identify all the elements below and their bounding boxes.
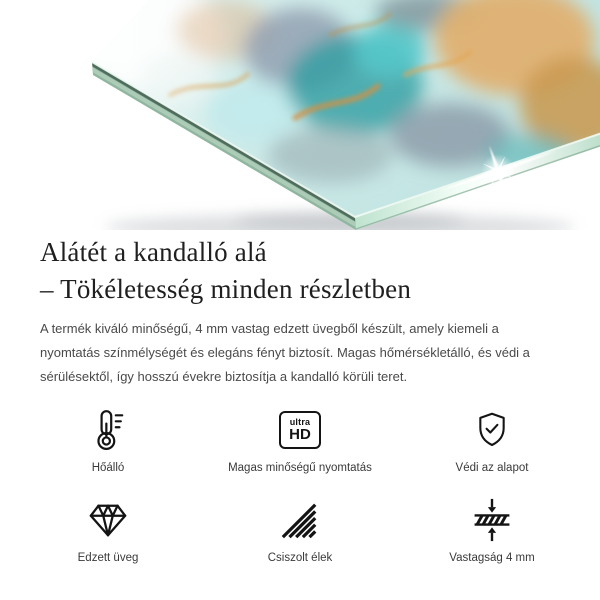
feature-base-protection	[396, 406, 588, 474]
feature-heat-resistant	[12, 406, 204, 474]
feature-label: Hőálló	[91, 462, 125, 474]
feature-polished-edges	[204, 496, 396, 564]
ultra-hd-badge-bottom: HD	[289, 426, 311, 443]
feature-label: Vastagság 4 mm	[449, 552, 535, 564]
ultra-hd-icon	[279, 406, 321, 454]
section-title-line2: – Tökéletesség minden részletben	[40, 274, 412, 304]
feature-tempered-glass	[12, 496, 204, 564]
diamond-icon	[85, 496, 131, 544]
feature-print-quality	[204, 406, 396, 474]
feature-label: Edzett üveg	[77, 552, 139, 564]
content-block	[0, 230, 600, 389]
fireplace-underlay-photo	[0, 0, 600, 230]
polished-edges-icon	[279, 496, 321, 544]
glass-panel-surface	[75, 0, 600, 230]
feature-label: Csiszolt élek	[267, 552, 333, 564]
feature-label: Védi az alapot	[455, 462, 529, 474]
ultra-hd-badge-top: ultra	[289, 417, 311, 427]
section-description: A termék kiváló minőségű, 4 mm vastag edzett üvegből készült, amely kiemeli a nyomtatás színmélységét és elegáns fényt biztosít. Magas hőmérsékletálló, és védi a sérülésektől, így hosszú évekre biztosítja a kandalló körüli teret.	[40, 321, 530, 384]
glass-panel-art	[0, 0, 600, 230]
thickness-icon	[470, 496, 514, 544]
feature-label: Magas minőségű nyomtatás	[228, 462, 372, 474]
thermometer-icon	[86, 406, 130, 454]
feature-thickness	[396, 496, 588, 564]
section-title	[40, 234, 560, 308]
section-title-line1: Alátét a kandalló alá	[40, 237, 267, 267]
features-grid	[0, 406, 600, 564]
shield-check-icon	[472, 406, 512, 454]
